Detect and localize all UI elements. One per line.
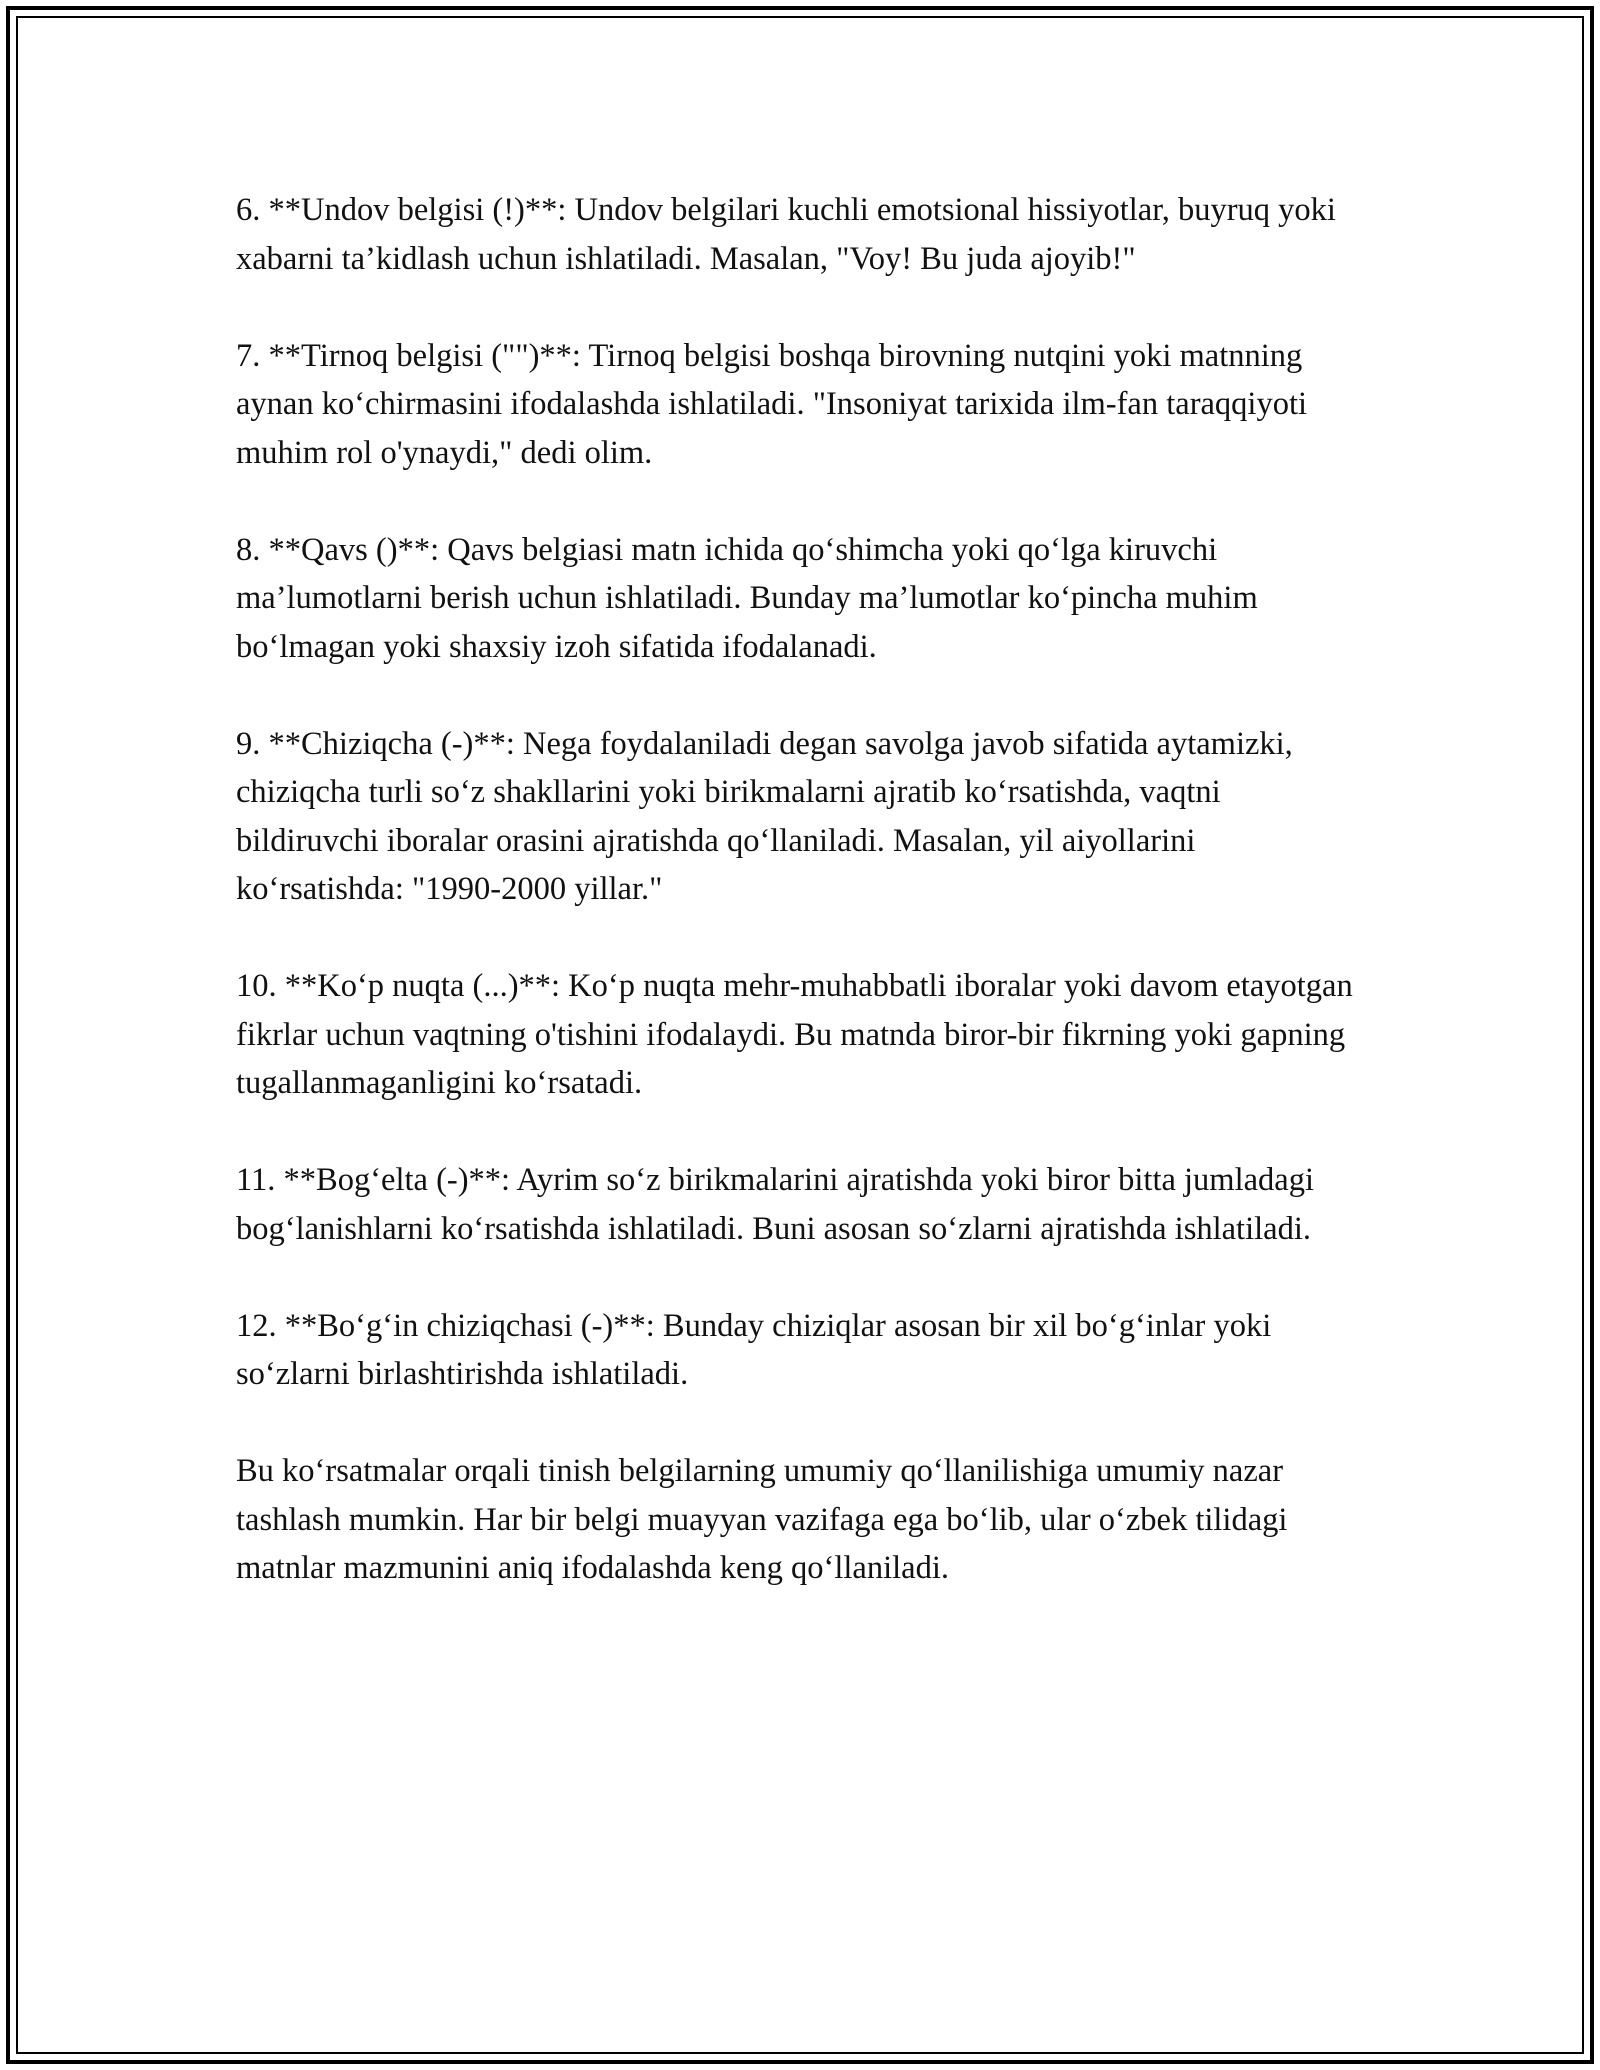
paragraph-bogelta: 11. **Bog‘elta (-)**: Ayrim so‘z birikmalarini ajratishda yoki biror bitta jumladagi bog‘lanishlarni ko‘rsatishda ishlatiladi. Buni asosan so‘zlarni ajratishda ishlatiladi. xyxy=(236,1162,1314,1247)
paragraph-qavs: 8. **Qavs ()**: Qavs belgiasi matn ichida qo‘shimcha yoki qo‘lga kiruvchi ma’lumotlarni berish uchun ishlatiladi. Bunday ma’lumotlar ko‘pincha muhim bo‘lmagan yoki shaxsiy izoh sifatida ifodalanadi. xyxy=(236,531,1258,665)
paragraph-undov-belgisi: 6. **Undov belgisi (!)**: Undov belgilari kuchli emotsional hissiyotlar, buyruq yoki xabarni ta’kidlash uchun ishlatiladi. Masalan, "Voy! Bu juda ajoyib!" xyxy=(236,192,1336,277)
paragraph-kop-nuqta: 10. **Ko‘p nuqta (...)**: Ko‘p nuqta mehr-muhabbatli iboralar yoki davom etayotgan fikrlar uchun vaqtning o'tishini ifodalaydi. Bu matnda biror-bir fikrning yoki gapning tugallanmaganligini ko‘rsatadi. xyxy=(236,968,1353,1101)
document-body xyxy=(236,186,1366,1593)
paragraph-bogin-chiziqchasi: 12. **Bo‘g‘in chiziqchasi (-)**: Bunday chiziqlar asosan bir xil bo‘g‘inlar yoki so‘zlarni birlashtirishda ishlatiladi. xyxy=(236,1307,1272,1392)
paragraph-tirnoq-belgisi: 7. **Tirnoq belgisi ("")**: Tirnoq belgisi boshqa birovning nutqini yoki matnning aynan ko‘chirmasini ifodalashda ishlatiladi. "Insoniyat tarixida ilm-fan taraqqiyoti muhim rol o'ynaydi," dedi olim. xyxy=(236,337,1308,471)
paragraph-conclusion: Bu ko‘rsatmalar orqali tinish belgilarning umumiy qo‘llanilishiga umumiy nazar tashlash mumkin. Har bir belgi muayyan vazifaga ega bo‘lib, ular o‘zbek tilidagi matnlar mazmunini aniq ifodalashda keng qo‘llaniladi. xyxy=(236,1453,1288,1586)
paragraph-chiziqcha: 9. **Chiziqcha (-)**: Nega foydalaniladi degan savolga javob sifatida aytamizki, chiziqcha turli so‘z shakllarini yoki birikmalarni ajratib ko‘rsatishda, vaqtni bildiruvchi iboralar orasini ajratishda qo‘llaniladi. Masalan, yil aiyollarini ko‘rsatishda: "1990-2000 yillar." xyxy=(236,725,1293,907)
